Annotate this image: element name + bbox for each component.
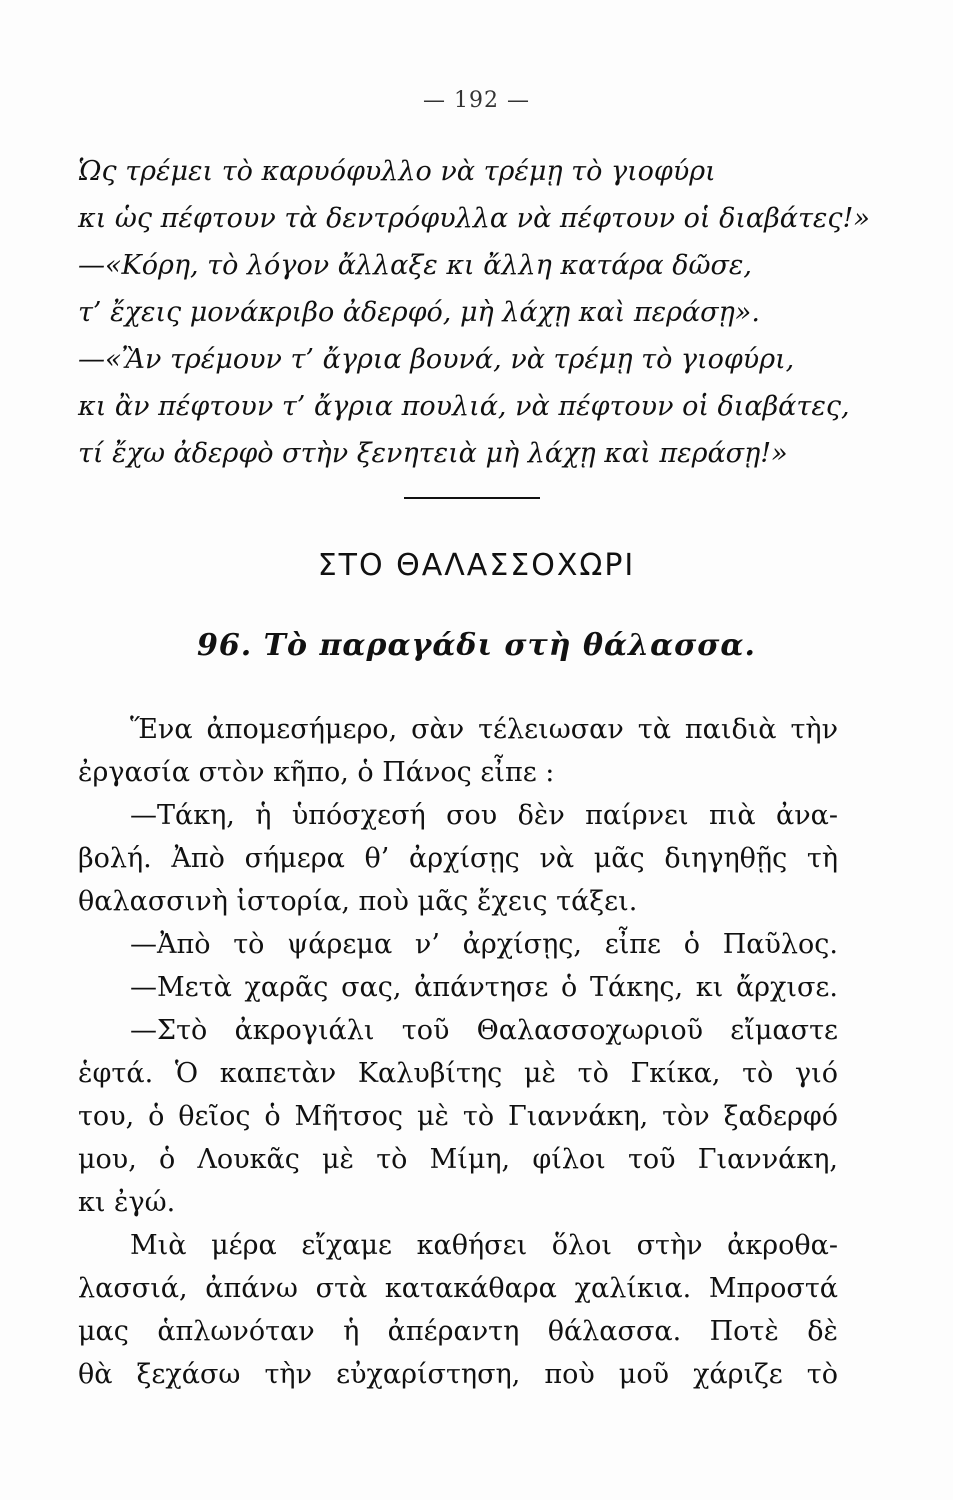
prose-line: —Μετὰ χαρᾶς σας, ἀπάντησε ὁ Τάκης, κι ἄρχισε. bbox=[130, 972, 838, 1003]
section-title: ΣΤΟ ΘΑΛΑΣΣΟΧΩΡΙ bbox=[317, 548, 636, 583]
poem-line: κι ἂν πέφτουν τ’ ἄγρια πουλιά, νὰ πέφτουν οἱ διαβάτες, bbox=[78, 391, 850, 422]
poem-line: —«Ἂν τρέμουν τ’ ἄγρια βουνά, νὰ τρέμῃ τὸ γιοφύρι, bbox=[78, 344, 795, 375]
chapter-title: 96. Τὸ παραγάδι στὴ θάλασσα. bbox=[197, 628, 756, 663]
poem-stanza bbox=[78, 148, 870, 477]
poem-line: Ὡς τρέμει τὸ καρυόφυλλο νὰ τρέμῃ τὸ γιοφύρι bbox=[78, 156, 716, 187]
prose-line: λασσιά, ἀπάνω στὰ κατακάθαρα χαλίκια. Μπροστά bbox=[78, 1273, 838, 1304]
poem-line: —«Κόρη, τὸ λόγον ἄλλαξε κι ἄλλη κατάρα δῶσε, bbox=[78, 250, 752, 281]
prose-line: μας ἁπλωνόταν ἡ ἀπέραντη θάλασσα. Ποτὲ δὲ bbox=[78, 1316, 838, 1347]
prose-line: —Στὸ ἀκρογιάλι τοῦ Θαλασσοχωριοῦ εἴμαστε bbox=[130, 1015, 838, 1046]
prose-line: κι ἐγώ. bbox=[78, 1187, 176, 1218]
poem-line: τ’ ἔχεις μονάκριβο ἀδερφό, μὴ λάχῃ καὶ περάσῃ». bbox=[78, 297, 760, 328]
prose-line: Ἕνα ἀπομεσήμερο, σὰν τέλειωσαν τὰ παιδιὰ τὴν bbox=[130, 714, 838, 745]
poem-line: τί ἔχω ἀδερφὸ στὴν ξενητειὰ μὴ λάχῃ καὶ περάσῃ!» bbox=[78, 438, 788, 469]
prose-body bbox=[78, 708, 838, 1396]
prose-line: Μιὰ μέρα εἴχαμε καθήσει ὅλοι στὴν ἀκροθα- bbox=[130, 1230, 838, 1261]
section-divider bbox=[404, 497, 540, 499]
page-number: — 192 — bbox=[423, 88, 530, 113]
prose-line: του, ὁ θεῖος ὁ Μῆτσος μὲ τὸ Γιαννάκη, τὸν ξαδερφό bbox=[78, 1101, 838, 1132]
prose-line: ἑφτά. Ὁ καπετὰν Καλυβίτης μὲ τὸ Γκίκα, τὸ γιό bbox=[78, 1058, 838, 1089]
prose-line: ἐργασία στὸν κῆπο, ὁ Πάνος εἶπε : bbox=[78, 757, 555, 788]
prose-line: βολή. Ἀπὸ σήμερα θ’ ἀρχίσῃς νὰ μᾶς διηγηθῇς τὴ bbox=[78, 843, 838, 874]
poem-line: κι ὡς πέφτουν τὰ δεντρόφυλλα νὰ πέφτουν οἱ διαβάτες!» bbox=[78, 203, 870, 234]
prose-line: μου, ὁ Λουκᾶς μὲ τὸ Μίμη, φίλοι τοῦ Γιαννάκη, bbox=[78, 1144, 838, 1175]
prose-line: —Τάκη, ἡ ὑπόσχεσή σου δὲν παίρνει πιὰ ἀνα- bbox=[130, 800, 838, 831]
prose-line: θαλασσινὴ ἱστορία, ποὺ μᾶς ἔχεις τάξει. bbox=[78, 886, 638, 917]
prose-line: θὰ ξεχάσω τὴν εὐχαρίστηση, ποὺ μοῦ χάριζε τὸ bbox=[78, 1359, 838, 1390]
prose-line: —Ἀπὸ τὸ ψάρεμα ν’ ἀρχίσῃς, εἶπε ὁ Παῦλος. bbox=[130, 929, 838, 960]
